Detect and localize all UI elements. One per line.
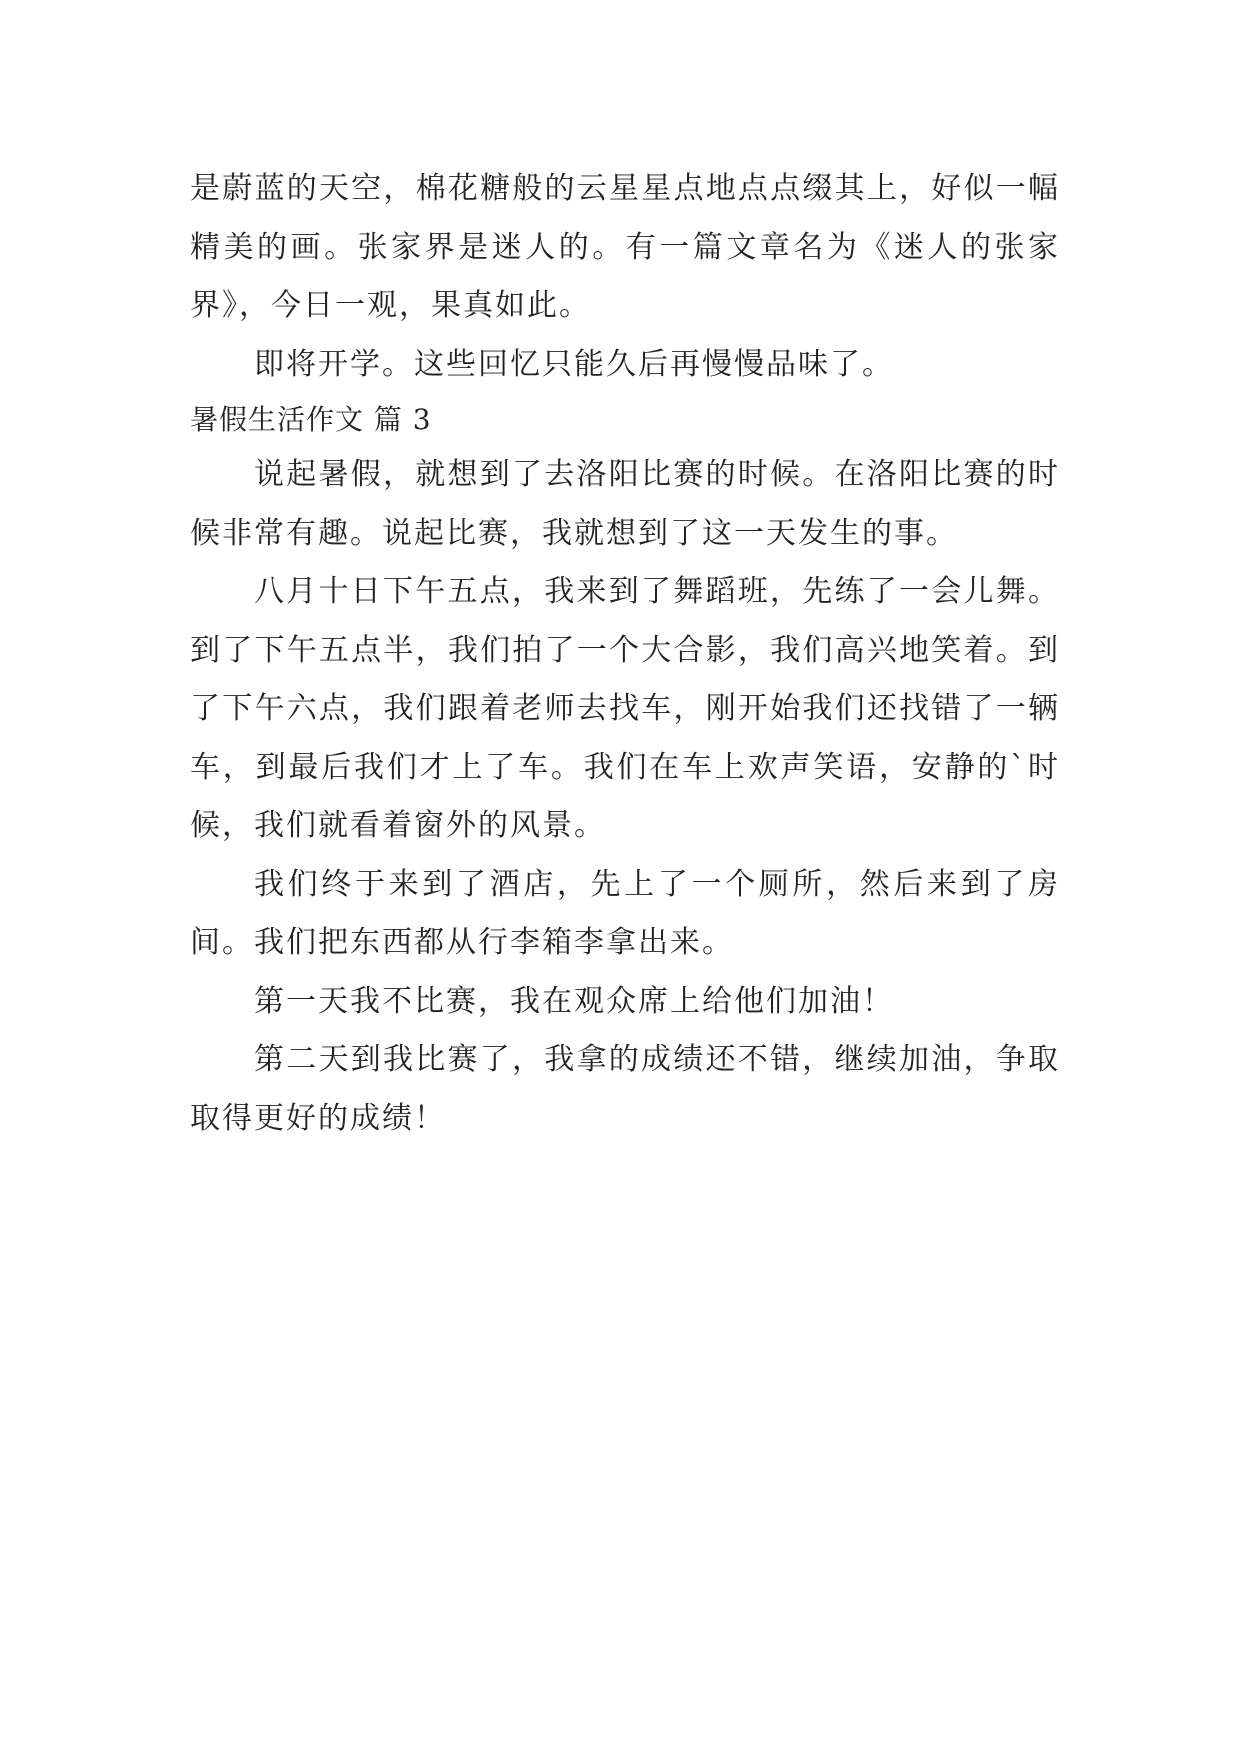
document-body: [190, 160, 1060, 1148]
section-paragraph-2: 八月十日下午五点，我来到了舞蹈班，先练了一会儿舞。到了下午五点半，我们拍了一个大合影，我们高兴地笑着。到了下午六点，我们跟着老师去找车，刚开始我们还找错了一辆车，到最后我们才上了车。我们在车上欢声笑语，安静的`时候，我们就看着窗外的风景。: [190, 574, 1060, 843]
section-paragraph-4: 第一天我不比赛，我在观众席上给他们加油！: [254, 983, 894, 1019]
section-paragraph-5: 第二天到我比赛了，我拿的成绩还不错，继续加油，争取取得更好的成绩！: [190, 1042, 1060, 1136]
section-paragraph-3: 我们终于来到了酒店，先上了一个厕所，然后来到了房间。我们把东西都从行李箱李拿出来。: [190, 866, 1060, 960]
paragraph-2: 即将开学。这些回忆只能久后再慢慢品味了。: [254, 346, 894, 382]
section-heading: 暑假生活作文 篇 3: [190, 403, 432, 436]
paragraph-1: 是蔚蓝的天空，棉花糖般的云星星点地点点缀其上，好似一幅精美的画。张家界是迷人的。有一篇文章名为《迷人的张家界》，今日一观，果真如此。: [190, 171, 1060, 323]
section-paragraph-1: 说起暑假，就想到了去洛阳比赛的时候。在洛阳比赛的时候非常有趣。说起比赛，我就想到了这一天发生的事。: [190, 457, 1060, 551]
